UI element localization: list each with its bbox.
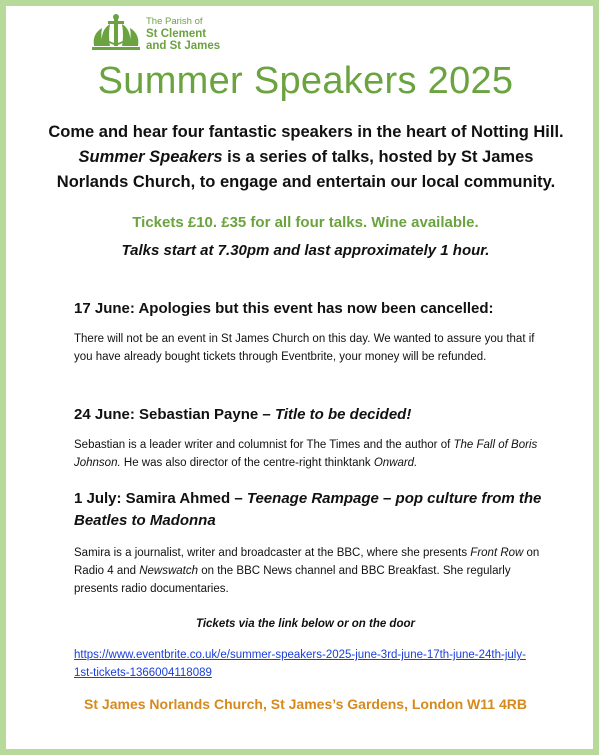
- event-heading-speaker: 24 June: Sebastian Payne –: [74, 406, 275, 423]
- intro-paragraph: [46, 120, 566, 195]
- event-heading: 17 June: Apologies but this event has now been cancelled:: [74, 300, 494, 317]
- logo-line-1: The Parish of: [146, 16, 203, 27]
- logo-line-3: and St James: [146, 40, 221, 52]
- event-description: [74, 436, 544, 472]
- talk-times: Talks start at 7.30pm and last approximately 1 hour.: [121, 242, 490, 259]
- parish-name: [146, 16, 220, 52]
- event-description: [74, 544, 544, 598]
- event-desc-thinktank: Onward.: [373, 457, 418, 469]
- event-desc-text-1: Samira is a journalist, writer and broadcaster at the BBC, where she presents: [74, 547, 471, 559]
- event-17-june: [74, 298, 544, 366]
- event-desc-text-3: on the BBC News channel and BBC Breakfast. She regularly presents radio documentaries.: [74, 565, 511, 595]
- tickets-via-note: Tickets via the link below or on the door: [196, 618, 415, 630]
- event-24-june: [74, 404, 544, 472]
- page-title: Summer Speakers 2025: [97, 60, 514, 102]
- event-desc-show-1: Front Row: [470, 547, 524, 559]
- event-heading: [74, 488, 544, 532]
- event-description: There will not be an event in St James Church on this day. We wanted to assure you that if you have already bought tickets through Eventbrite, your money will be refunded.: [74, 333, 535, 363]
- event-desc-show-2: Newswatch: [139, 565, 199, 577]
- event-heading-title: Teenage Rampage – pop culture from the Beatles to Madonna: [74, 490, 542, 529]
- ticket-prices: Tickets £10. £35 for all four talks. Wine available.: [132, 214, 479, 231]
- intro-text-2: is a series of talks, hosted by St James Norlands Church, to engage and entertain our local community.: [56, 148, 556, 191]
- event-heading-title: Title to be decided!: [274, 406, 412, 423]
- venue-address: St James Norlands Church, St James’s Gardens, London W11 4RB: [84, 696, 527, 712]
- event-desc-text-1: Sebastian is a leader writer and columnist for The Times and the author of: [74, 439, 454, 451]
- intro-text-1: Come and hear four fantastic speakers in the heart of Notting Hill.: [48, 123, 564, 141]
- shell-anchor-icon: [90, 12, 142, 52]
- intro-series-name: Summer Speakers: [78, 148, 223, 166]
- event-desc-text-2: He was also director of the centre-right thinktank: [120, 457, 374, 469]
- event-desc-book: The Fall of Boris Johnson.: [74, 439, 538, 469]
- event-desc-text-2: on Radio 4 and: [74, 547, 540, 577]
- event-1-july: [74, 488, 544, 598]
- logo-line-2: St Clement: [146, 28, 207, 40]
- parish-logo: [90, 12, 260, 52]
- eventbrite-link[interactable]: https://www.eventbrite.co.uk/e/summer-speakers-2025-june-3rd-june-17th-june-24th-july-1st-tickets-1366004118089: [74, 649, 526, 679]
- event-heading: [74, 404, 544, 426]
- event-heading-speaker: 1 July: Samira Ahmed –: [74, 490, 247, 507]
